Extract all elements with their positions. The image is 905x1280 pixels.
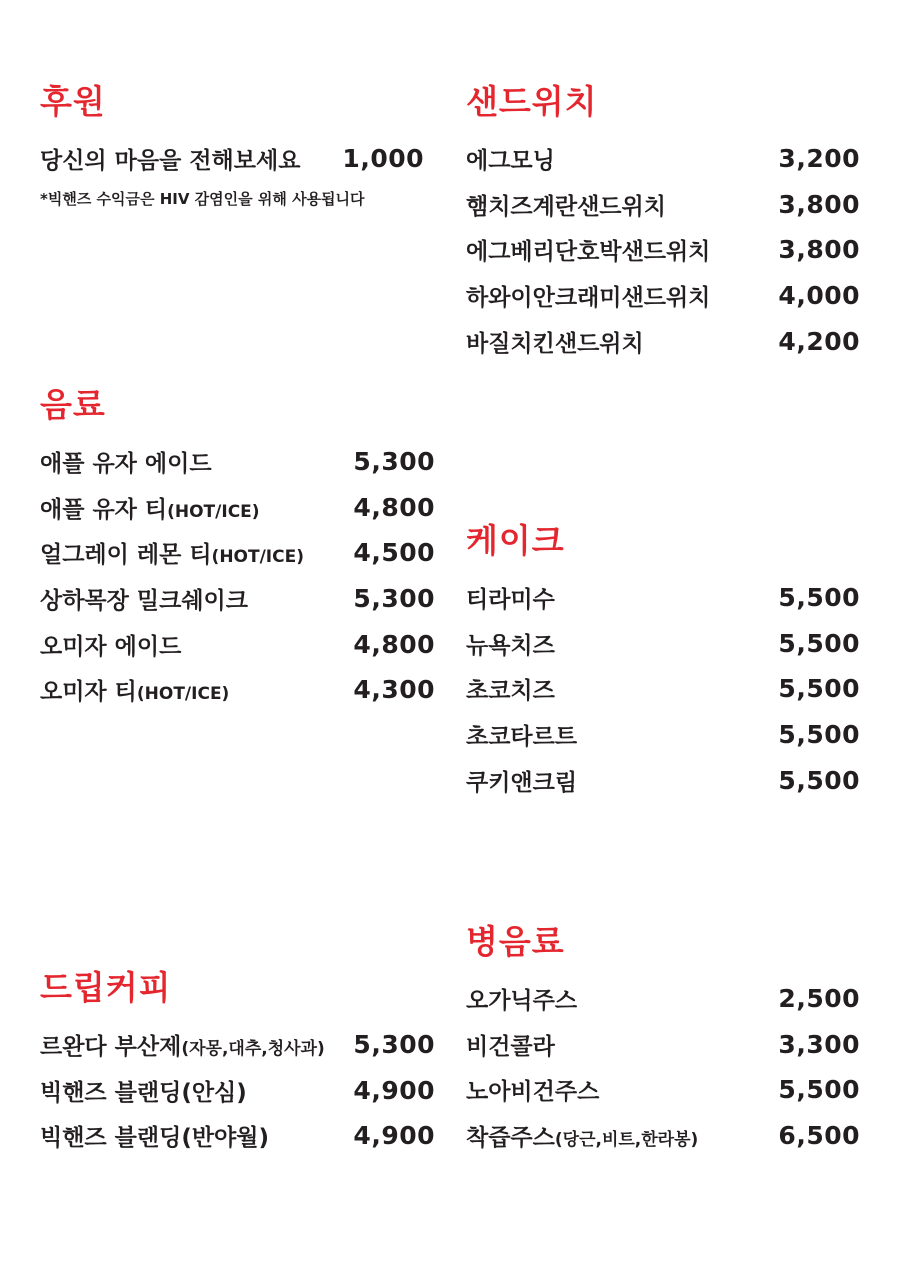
item-price: 3,200 bbox=[778, 144, 860, 174]
item-name: 애플 유자 티 bbox=[40, 496, 168, 523]
item-name: 얼그레이 레몬 티 bbox=[40, 542, 212, 569]
item-price: 5,500 bbox=[778, 583, 860, 613]
item-price: 5,500 bbox=[778, 628, 860, 658]
item-name: 초코타르트 bbox=[466, 724, 578, 751]
item-name: 에그모닝 bbox=[466, 148, 555, 175]
menu-list bbox=[40, 439, 435, 713]
item-name: 착즙주스 bbox=[466, 1125, 555, 1152]
donation-section bbox=[40, 82, 435, 209]
item-name: 오미자 티 bbox=[40, 679, 137, 706]
item-price: 3,800 bbox=[778, 189, 860, 219]
menu-item bbox=[466, 318, 860, 364]
item-name: 오가닉주스 bbox=[466, 988, 578, 1015]
item-option: (당근,비트,한라봉) bbox=[554, 1130, 699, 1151]
drip-coffee-section bbox=[40, 968, 435, 1159]
sandwich-section bbox=[466, 82, 860, 364]
item-price: 4,900 bbox=[353, 1075, 435, 1105]
item-name: 햄치즈계란샌드위치 bbox=[466, 193, 666, 220]
item-price: 4,500 bbox=[353, 538, 435, 568]
menu-item bbox=[466, 182, 860, 228]
item-name: 바질치킨샌드위치 bbox=[466, 330, 644, 357]
menu-item bbox=[466, 273, 860, 319]
menu-list bbox=[40, 136, 435, 182]
item-price: 3,800 bbox=[778, 235, 860, 265]
bottled-section bbox=[466, 922, 860, 1158]
item-price: 5,500 bbox=[778, 1075, 860, 1105]
item-price: 4,300 bbox=[353, 675, 435, 705]
item-name: 노아비건주스 bbox=[466, 1079, 600, 1106]
item-option: (자몽,대추,청사과) bbox=[181, 1039, 325, 1060]
menu-item bbox=[466, 666, 860, 712]
menu-item bbox=[40, 1113, 435, 1159]
donation-note: *빅핸즈 수익금은 HIV 감염인을 위해 사용됩니다 bbox=[40, 189, 365, 208]
item-name: 애플 유자 에이드 bbox=[40, 451, 212, 478]
menu-item bbox=[40, 667, 435, 713]
section-title: 음료 bbox=[40, 385, 106, 424]
menu-item bbox=[40, 530, 435, 576]
menu-item bbox=[466, 757, 860, 803]
item-name: 당신의 마음을 전해보세요 bbox=[40, 148, 301, 175]
item-name: 뉴욕치즈 bbox=[466, 632, 555, 659]
item-name: 상하목장 밀크쉐이크 bbox=[40, 588, 248, 615]
item-price: 5,300 bbox=[353, 584, 435, 614]
item-price: 5,500 bbox=[778, 765, 860, 795]
item-name: 비건콜라 bbox=[466, 1033, 555, 1060]
section-title: 케이크 bbox=[466, 521, 565, 560]
menu-item bbox=[466, 1022, 860, 1068]
section-title: 후원 bbox=[40, 82, 106, 121]
menu-item bbox=[466, 575, 860, 621]
item-price: 1,000 bbox=[342, 144, 424, 174]
item-price: 4,800 bbox=[353, 629, 435, 659]
item-option: (HOT/ICE) bbox=[136, 684, 230, 705]
item-option: (HOT/ICE) bbox=[167, 501, 260, 522]
item-price: 4,000 bbox=[778, 281, 860, 311]
item-name: 빅핸즈 블랜딩(반야월) bbox=[40, 1125, 269, 1152]
item-name: 하와이안크래미샌드위치 bbox=[466, 285, 711, 312]
menu-item bbox=[466, 621, 860, 667]
menu-item bbox=[466, 136, 860, 182]
menu-item bbox=[40, 576, 435, 622]
item-name: 초코치즈 bbox=[466, 678, 555, 705]
section-title: 드립커피 bbox=[40, 968, 172, 1007]
menu-list bbox=[466, 136, 860, 364]
item-price: 4,200 bbox=[778, 326, 860, 356]
item-price: 4,800 bbox=[353, 492, 435, 522]
menu-item bbox=[466, 976, 860, 1022]
menu-item bbox=[466, 227, 860, 273]
section-title: 병음료 bbox=[466, 922, 565, 961]
item-option: (HOT/ICE) bbox=[211, 547, 304, 568]
item-price: 5,500 bbox=[778, 720, 860, 750]
menu-item bbox=[40, 439, 435, 485]
item-price: 3,300 bbox=[778, 1029, 860, 1059]
item-price: 4,900 bbox=[353, 1121, 435, 1151]
drinks-section bbox=[40, 385, 435, 713]
item-name: 빅핸즈 블랜딩(안심) bbox=[40, 1079, 247, 1106]
menu-item bbox=[40, 1068, 435, 1114]
menu-item bbox=[466, 1113, 860, 1159]
item-name: 르완다 부산제 bbox=[40, 1034, 182, 1061]
cake-section bbox=[466, 521, 860, 803]
menu-item bbox=[40, 621, 435, 667]
item-price: 5,300 bbox=[353, 447, 435, 477]
item-price: 5,300 bbox=[353, 1030, 435, 1060]
item-name: 오미자 에이드 bbox=[40, 633, 182, 660]
menu-list bbox=[466, 575, 860, 803]
item-price: 6,500 bbox=[778, 1121, 860, 1151]
menu-list bbox=[466, 976, 860, 1158]
menu-item bbox=[466, 1067, 860, 1113]
item-name: 티라미수 bbox=[466, 587, 555, 614]
menu-item bbox=[40, 1022, 435, 1068]
item-price: 2,500 bbox=[778, 984, 860, 1014]
item-name: 쿠키앤크림 bbox=[466, 769, 578, 796]
menu-list bbox=[40, 1022, 435, 1159]
menu-item bbox=[466, 712, 860, 758]
menu-item bbox=[40, 136, 435, 182]
menu-item bbox=[40, 485, 435, 531]
section-title: 샌드위치 bbox=[466, 82, 598, 121]
item-price: 5,500 bbox=[778, 674, 860, 704]
item-name: 에그베리단호박샌드위치 bbox=[466, 239, 711, 266]
